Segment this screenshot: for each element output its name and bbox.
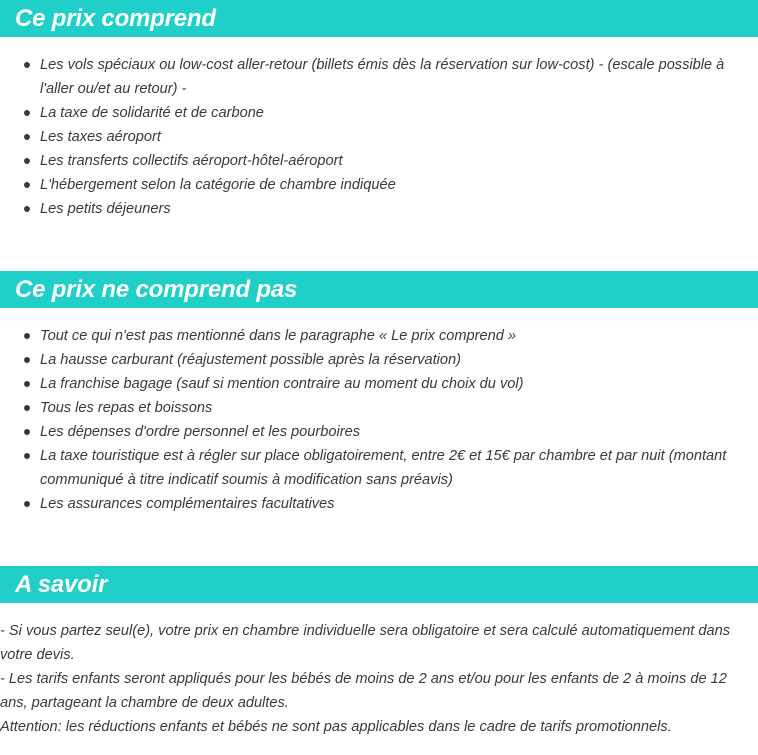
list-item <box>40 125 758 149</box>
list-item <box>40 492 758 516</box>
list-item-text: Les vols spéciaux ou low-cost aller-retour (billets émis dès la réservation sur low-cost) - (escale possible à l'aller ou/et au retour) - <box>40 57 725 97</box>
list-item-text: L'hébergement selon la catégorie de chambre indiquée <box>40 177 396 193</box>
list-item-text: Tous les repas et boissons <box>40 400 213 416</box>
bullet-icon <box>24 158 30 164</box>
list-item-text: Les transferts collectifs aéroport-hôtel-aéroport <box>40 153 343 169</box>
bullet-icon <box>24 134 30 140</box>
list-item <box>40 444 758 492</box>
list-item <box>40 197 758 221</box>
section-included <box>0 0 758 221</box>
paragraph: Attention: les réductions enfants et bébés ne sont pas applicables dans le cadre de tarifs promotionnels. <box>0 719 672 735</box>
list-item-text: Les assurances complémentaires facultatives <box>40 496 335 512</box>
list-item-text: Les taxes aéroport <box>40 129 161 145</box>
not-included-list <box>0 324 758 516</box>
bullet-icon <box>24 429 30 435</box>
paragraph: - Les tarifs enfants seront appliqués pour les bébés de moins de 2 ans et/ou pour les enfants de 2 à moins de 12 ans, partageant la chambre de deux adultes. <box>0 671 727 711</box>
list-item-text: Les petits déjeuners <box>40 201 171 217</box>
list-item <box>40 173 758 197</box>
list-item <box>40 420 758 444</box>
section-not-included <box>0 271 758 516</box>
list-item <box>40 101 758 125</box>
section-good-to-know <box>0 566 758 739</box>
list-item <box>40 324 758 348</box>
bullet-icon <box>24 453 30 459</box>
bullet-icon <box>24 62 30 68</box>
list-item <box>40 348 758 372</box>
list-item-text: Les dépenses d'ordre personnel et les pourboires <box>40 424 361 440</box>
bullet-icon <box>24 501 30 507</box>
section-title-included: Ce prix comprend <box>0 0 758 37</box>
list-item-text: La hausse carburant (réajustement possible après la réservation) <box>40 352 462 368</box>
included-list <box>0 53 758 221</box>
paragraph: - Si vous partez seul(e), votre prix en chambre individuelle sera obligatoire et sera calculé automatiquement dans votre devis. <box>0 623 731 663</box>
bullet-icon <box>24 381 30 387</box>
list-item <box>40 396 758 420</box>
bullet-icon <box>24 110 30 116</box>
section-title-good-to-know: A savoir <box>0 566 758 603</box>
list-item-text: Tout ce qui n'est pas mentionné dans le paragraphe « Le prix comprend » <box>40 328 517 344</box>
bullet-icon <box>24 333 30 339</box>
section-title-not-included: Ce prix ne comprend pas <box>0 271 758 308</box>
list-item <box>40 53 758 101</box>
list-item-text: La taxe touristique est à régler sur place obligatoirement, entre 2€ et 15€ par chambre et par nuit (montant communiqué à titre indicatif soumis à modification sans préavis) <box>40 448 727 488</box>
good-to-know-text <box>0 619 758 739</box>
list-item-text: La taxe de solidarité et de carbone <box>40 105 264 121</box>
list-item <box>40 372 758 396</box>
list-item <box>40 149 758 173</box>
bullet-icon <box>24 357 30 363</box>
bullet-icon <box>24 182 30 188</box>
bullet-icon <box>24 405 30 411</box>
bullet-icon <box>24 206 30 212</box>
list-item-text: La franchise bagage (sauf si mention contraire au moment du choix du vol) <box>40 376 524 392</box>
